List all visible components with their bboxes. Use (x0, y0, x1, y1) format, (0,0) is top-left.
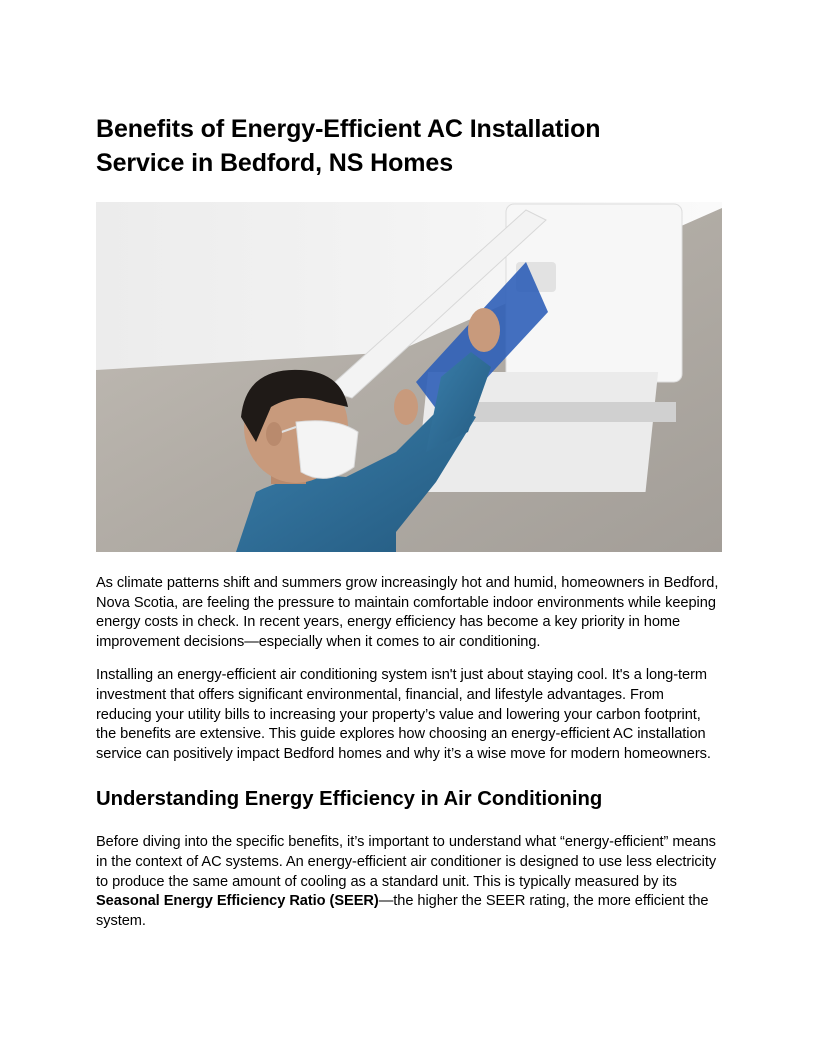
section-paragraph (96, 833, 722, 931)
technician-hand-lower (394, 389, 418, 425)
article-title (96, 112, 722, 180)
intro-paragraph-2: Installing an energy-efficient air conditioning system isn't just about staying cool. It's a long-term investment that offers significant environmental, financial, and lifestyle advantages. From reducing your utility bills to increasing your property’s value and lowering your carbon footprint, the benefits are extensive. This guide explores how choosing an energy-efficient AC installation service can positively impact Bedford homes and why it’s a wise move for modern homeowners. (96, 667, 711, 762)
section-paragraph-text-end: —the higher the SEER rating, the more efficient the system. (96, 893, 709, 929)
document-page (96, 112, 722, 931)
intro-paragraph-1: As climate patterns shift and summers grow increasingly hot and humid, homeowners in Bedford, Nova Scotia, are feeling the pressure to maintain comfortable indoor environments while keeping energy costs in check. In recent years, energy efficiency has become a key priority in home improvement decisions—especially when it comes to air conditioning. (96, 575, 719, 650)
technician-mask (296, 421, 358, 479)
article-title-line1: Benefits of Energy-Efficient AC Installation (96, 115, 601, 143)
hero-image (96, 202, 722, 552)
seer-term: Seasonal Energy Efficiency Ratio (SEER) (96, 893, 379, 910)
section-paragraph-text: Before diving into the specific benefits, it’s important to understand what “energy-efficient” means in the context of AC systems. An energy-efficient air conditioner is designed to use less electricity to produce the same amount of cooling as a standard unit. This is typically measured by its (96, 834, 717, 890)
technician-ear (266, 422, 282, 446)
article-title-line2: Service in Bedford, NS Homes (96, 149, 454, 177)
ac-vent (466, 402, 676, 422)
hero-illustration (96, 202, 722, 552)
section-heading: Understanding Energy Efficiency in Air Conditioning (96, 788, 603, 811)
technician-hand (468, 308, 500, 352)
